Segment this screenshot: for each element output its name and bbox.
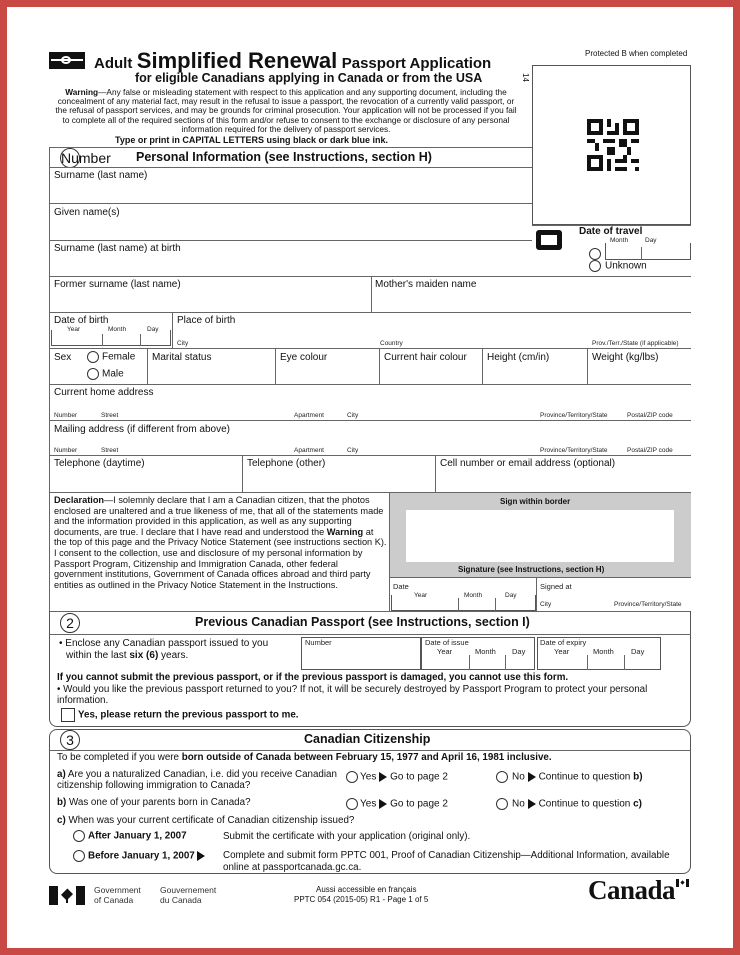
decl-date-label: Date (393, 582, 409, 591)
arrow-icon (379, 799, 387, 809)
qb-no-option[interactable]: No Continue to question c) (496, 798, 642, 811)
signature-caption: Signature (see Instructions, section H) (458, 565, 605, 574)
signed-at-province: Province/Territory/State (614, 601, 682, 608)
surname-field[interactable]: Surname (last name) (54, 170, 148, 181)
travel-title: Date of travel (579, 226, 643, 237)
travel-date-input[interactable] (605, 243, 691, 260)
former-surname-field[interactable]: Former surname (last name) (54, 279, 181, 290)
decl-year: Year (414, 592, 428, 599)
declaration-text: Declaration—I solemnly declare that I am a Canadian citizen, that the photos enclosed are unaltered and a true likeness of me, that all of the statements made and the information provided in this application, as well as any supporting documents, are true. I declare that I have read and understood the Warning at the top of this page and the Privacy Notice Statement (see instructions section K). I consent to the collection, use and disclosure of my personal information by Passport Program, Citizenship and Immigration Canada, other federal government institutions, Government of Canada offices abroad and third party entities as outlined in the Privacy Notice Statement in the Instructions. (54, 495, 387, 590)
telephone-day-field[interactable]: Telephone (daytime) (54, 458, 145, 469)
section2-number: 2 (60, 613, 80, 633)
gov-fr: Gouvernement du Canada (160, 885, 217, 905)
title-prefix: Adult (94, 55, 133, 72)
qa-yes-option[interactable]: Yes Go to page 2 (346, 771, 448, 784)
canada-wordmark: Canada (588, 875, 676, 905)
form-code: PPTC 054 (2015-05) R1 - Page 1 of 5 (294, 895, 429, 904)
mail-province: Province/Territory/State (540, 447, 608, 454)
dob-month: Month (108, 326, 127, 333)
warning-text (51, 88, 521, 134)
side-code: 14 (520, 73, 530, 82)
dob-input[interactable] (51, 330, 171, 346)
signed-at-city: City (540, 601, 552, 608)
home-apartment: Apartment (294, 412, 324, 419)
section2-title: Previous Canadian Passport (see Instructions, section I) (195, 615, 530, 629)
marital-field[interactable]: Marital status (152, 352, 212, 363)
sex-female-option[interactable] (87, 351, 135, 364)
home-address-field[interactable]: Current home address (54, 387, 154, 398)
mail-number: Number (54, 447, 78, 454)
dob-year: Year (67, 326, 81, 333)
canada-flag-icon (49, 886, 85, 905)
dob-label: Date of birth (54, 315, 109, 326)
decl-date-input[interactable] (391, 595, 536, 611)
arrow-icon (197, 851, 205, 861)
issue-label: Date of issue (425, 638, 469, 647)
qb-yes-option[interactable]: Yes Go to page 2 (346, 798, 448, 811)
ink-note: Type or print in CAPITAL LETTERS using black or dark blue ink. (115, 135, 389, 145)
cell-email-field[interactable]: Cell number or email address (optional) (440, 458, 616, 469)
travel-unknown-option[interactable] (589, 260, 647, 273)
section3-title: Canadian Citizenship (304, 732, 431, 746)
decl-day: Day (505, 592, 517, 599)
given-name-field[interactable]: Given name(s) (54, 207, 120, 218)
home-street: Street (101, 412, 119, 419)
decl-month: Month (464, 592, 483, 599)
expiry-month: Month (593, 647, 614, 656)
eye-colour-field[interactable]: Eye colour (280, 352, 328, 363)
qr-code (587, 119, 639, 171)
home-city: City (347, 412, 359, 419)
mail-city: City (347, 447, 359, 454)
mail-apartment: Apartment (294, 447, 324, 454)
return-question: • Would you like the previous passport returned to you? If not, it will be securely destroyed by Passport Program to protect your personal information. (57, 684, 648, 706)
sex-male-option[interactable] (87, 368, 124, 381)
mail-postal: Postal/ZIP code (627, 447, 673, 454)
enclose-text: • Enclose any Canadian passport issued to you within the last six (6) years. (59, 638, 269, 661)
cannot-submit-text: If you cannot submit the previous passport, or if the previous passport is damaged, you cannot use this form. (57, 672, 569, 683)
pob-label[interactable]: Place of birth (177, 315, 236, 326)
mothers-maiden-name-field[interactable]: Mother's maiden name (375, 279, 477, 290)
mailing-address-field[interactable]: Mailing address (if different from above) (54, 424, 231, 435)
signature-box[interactable] (406, 510, 674, 562)
home-province: Province/Territory/State (540, 412, 608, 419)
female-label: Female (102, 351, 136, 363)
qc-before-text: Complete and submit form PPTC 001, Proof of Canadian Citizenship—Additional Information, available online at passportcanada.gc.ca. (223, 850, 670, 873)
hair-colour-field[interactable]: Current hair colour (384, 352, 467, 363)
sex-label: Sex (54, 352, 72, 363)
passport-number-label: Number (305, 638, 332, 647)
telephone-other-field[interactable]: Telephone (other) (247, 458, 326, 469)
french-note: Aussi accessible en français (316, 885, 417, 894)
form-subtitle: for eligible Canadians applying in Canada or from the USA (135, 71, 483, 85)
qc-after-text: Submit the certificate with your application (original only). (223, 831, 471, 842)
height-field[interactable]: Height (cm/in) (487, 352, 550, 363)
return-yes-option[interactable]: Yes, please return the previous passport to me. (61, 708, 299, 722)
qa-no-option[interactable]: No Continue to question b) (496, 771, 643, 784)
section1-title: Personal Information (see Instructions, section H) (136, 150, 432, 164)
pob-city: City (177, 340, 189, 347)
pob-country: Country (380, 340, 403, 347)
protected-label: Protected B when completed (585, 49, 688, 58)
pob-prov: Prov./Terr./State (if applicable) (592, 340, 679, 347)
warning-label: Warning (65, 87, 99, 97)
form-page (7, 7, 733, 948)
section3-number: 3 (60, 730, 80, 750)
question-a: a) Are you a naturalized Canadian, i.e. did you receive Canadian citizenship following immigration to Canada? (57, 769, 337, 791)
question-b: b) Was one of your parents born in Canada? (57, 797, 251, 808)
weight-field[interactable]: Weight (kg/lbs) (592, 352, 659, 363)
title-suffix: Passport Application (341, 55, 492, 72)
section1-number: Number (61, 150, 111, 166)
question-c: c) When was your current certificate of Canadian citizenship issued? (57, 815, 355, 826)
issue-month: Month (475, 647, 496, 656)
sign-within-label: Sign within border (500, 497, 571, 506)
surname-at-birth-field[interactable]: Surname (last name) at birth (54, 243, 181, 254)
arrow-icon (528, 772, 536, 782)
wordmark-flag-icon (676, 879, 689, 887)
dob-day: Day (147, 326, 159, 333)
home-postal: Postal/ZIP code (627, 412, 673, 419)
home-number: Number (54, 412, 78, 419)
suitcase-icon (536, 230, 562, 250)
travel-month-label: Month (610, 237, 629, 244)
mail-street: Street (101, 447, 119, 454)
citizenship-intro: To be completed if you were born outside of Canada between February 15, 1977 and April 16, 1981 inclusive. (57, 752, 552, 763)
passport-logo (49, 52, 85, 69)
male-label: Male (102, 368, 124, 380)
signed-at-label[interactable]: Signed at (540, 582, 572, 591)
return-checkbox[interactable] (61, 708, 75, 722)
warning-body: —Any false or misleading statement with respect to this application and any supporting document, including the concealment of any material fact, may result in the refusal to issue a passport, the revocation of a currently valid passport, or the refusal of passport services, and may be grounds for criminal prosecution. Your application will not be processed if you fail to complete all of the required sections of this form and/or refuse to consent to the exchange or disclosure of any personal information required for the delivery of passport services. (55, 87, 517, 134)
unknown-label: Unknown (605, 260, 647, 272)
title-big: Simplified Renewal (136, 48, 338, 73)
gov-en: Government of Canada (94, 885, 141, 905)
qc-after-option[interactable]: After January 1, 2007 (73, 830, 187, 842)
declaration-label: Declaration (54, 495, 105, 505)
expiry-label: Date of expiry (540, 638, 587, 647)
travel-day-label: Day (645, 237, 657, 244)
expiry-year: Year (554, 647, 570, 656)
issue-day: Day (512, 647, 526, 656)
expiry-day: Day (631, 647, 645, 656)
qc-before-option[interactable]: Before January 1, 2007 (73, 850, 208, 862)
arrow-icon (528, 799, 536, 809)
arrow-icon (379, 772, 387, 782)
issue-year: Year (437, 647, 453, 656)
